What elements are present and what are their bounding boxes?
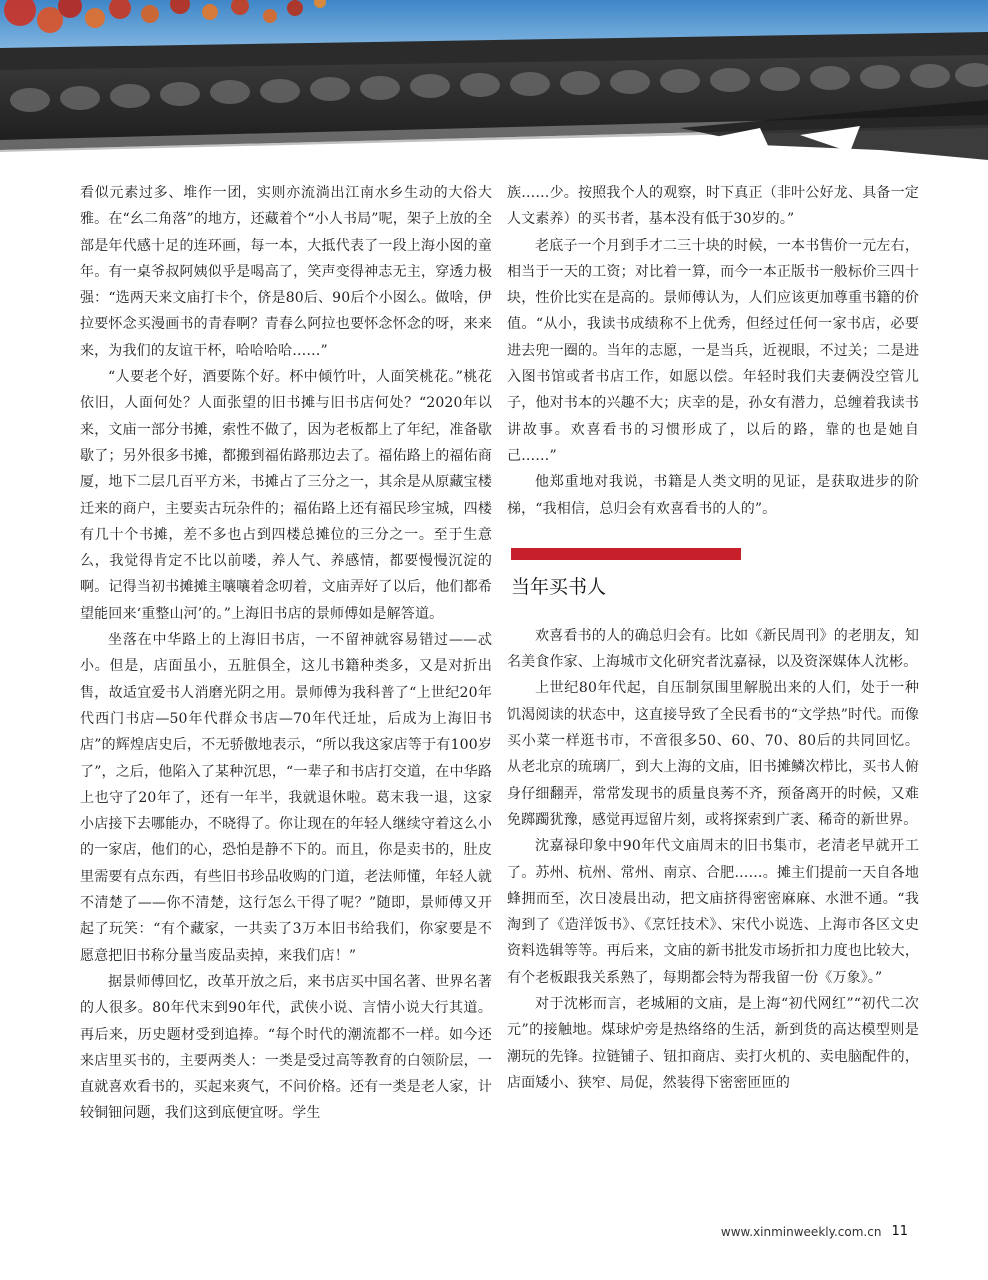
right-column [507, 180, 919, 1096]
header-photo [0, 0, 988, 175]
right-column-bottom [507, 623, 919, 1096]
paragraph: 老底子一个月到手才二三十块的时候，一本书售价一元左右，相当于一天的工资；对比着一算，而今一本正版书一般标价三四十块，性价比实在是高的。景师傅认为，人们应该更加尊重书籍的价值。“从小，我读书成绩称不上优秀，但经过任何一家书店，必要进去兜一圈的。当年的志愿，一是当兵，近视眼，不过关；二是进入图书馆或者书店工作，如愿以偿。年轻时我们夫妻俩没空管儿子，他对书本的兴趣不大；庆幸的是，孙女有潜力，总缠着我读书讲故事。欢喜看书的习惯形成了，以后的路，靠的也是她自己……” [507, 237, 919, 464]
paragraph: 他郑重地对我说，书籍是人类文明的见证，是获取进步的阶梯，“我相信，总归会有欢喜看书的人的”。 [507, 474, 919, 517]
paragraph: “人要老个好，酒要陈个好。杯中倾竹叶，人面笑桃花。”桃花依旧，人面何处？人面张望的旧书摊与旧书店何处？“2020年以来，文庙一部分书摊，索性不做了，因为老板都上了年纪，准备歇歇了；另外很多书摊，都搬到福佑路那边去了。福佑路上的福佑商厦，地下二层几百平方米，书摊占了三分之一，其余是从原藏宝楼迁来的商户，主要卖古玩杂件的；福佑路上还有福民珍宝城，四楼有几十个书摊，差不多也占到四楼总摊位的三分之一。至于生意么，我觉得肯定不比以前喽，养人气、养感情，都要慢慢沉淀的啊。记得当初书摊摊主嚷嚷着念叨着，文庙弄好了以后，他们都希望能回来‘重整山河’的。”上海旧书店的景师傅如是解答道。 [80, 369, 492, 622]
footer-url: www.xinminweekly.com.cn [720, 1224, 882, 1239]
paragraph: 对于沈彬而言，老城厢的文庙，是上海“初代网红”“初代二次元”的接触地。煤球炉旁是热络络的生活，新到货的高达模型则是潮玩的先锋。拉链铺子、钮扣商店、卖打火机的、卖电脑配件的，店面矮小、狭窄、局促，然装得下密密匝匝的 [507, 996, 919, 1091]
paragraph: 看似元素过多、堆作一团，实则亦流淌出江南水乡生动的大俗大雅。在“幺二角落”的地方，还藏着个“小人书局”呢，架子上放的全部是年代感十足的连环画，每一本，大抵代表了一段上海小囡的童年。有一桌爷叔阿姨似乎是喝高了，笑声变得神志无主，穿透力极强：“选两天来文庙打卡个，侪是80后、90后个小囡么。做啥，伊拉要怀念买漫画书的青春啊？青春么阿拉也要怀念怀念的呀，来来来，为我们的友谊干杯，哈哈哈哈……” [80, 185, 492, 359]
page-number: 11 [891, 1224, 908, 1239]
section-marker-bar [511, 548, 741, 560]
paragraph: 上世纪80年代起，自压制氛围里解脱出来的人们，处于一种饥渴阅读的状态中，这直接导致了全民看书的“文学热”时代。而像买小菜一样逛书市，不啻很多50、60、70、80后的共同回忆。从老北京的琉璃厂，到大上海的文庙，旧书摊鳞次栉比，买书人俯身仔细翻弄，常常发现书的质量良莠不齐，预备离开的时候，又难免踯躅犹豫，感觉再逗留片刻，或将探索到广袤、稀奇的新世界。 [507, 680, 919, 828]
paragraph: 欢喜看书的人的确总归会有。比如《新民周刊》的老朋友，知名美食作家、上海城市文化研究者沈嘉禄，以及资深媒体人沈彬。 [507, 627, 919, 671]
paragraph: 沈嘉禄印象中90年代文庙周末的旧书集市，老清老早就开工了。苏州、杭州、常州、南京、合肥……。摊主们提前一天自各地蜂拥而至，次日凌晨出动，把文庙挤得密密麻麻、水泄不通。“我淘到了《造洋饭书》、《烹饪技术》、宋代小说选、上海市各区文史资料选辑等等。再后来，文庙的新书批发市场折扣力度也比较大，有个老板跟我关系熟了，每期都会特为帮我留一份《万象》。” [507, 838, 919, 986]
right-column-top [507, 180, 919, 522]
section-title: 当年买书人 [511, 575, 607, 598]
paragraph: 据景师傅回忆，改革开放之后，来书店买中国名著、世界名著的人很多。80年代末到90年代，武侠小说、言情小说大行其道。再后来，历史题材受到追捧。“每个时代的潮流都不一样。如今还来店里买书的，主要两类人：一类是受过高等教育的白领阶层，一直就喜欢看书的，买起来爽气，不问价格。还有一类是老人家，计较铜钿问题，我们这到底便宜呀。学生 [80, 973, 492, 1122]
left-column [80, 180, 492, 1127]
paragraph: 族……少。按照我个人的观察，时下真正（非叶公好龙、具备一定人文素养）的买书者，基本没有低于30岁的。” [507, 185, 919, 228]
page-footer [721, 1224, 908, 1239]
tiled-wall-illustration [0, 0, 988, 175]
paragraph: 坐落在中华路上的上海旧书店，一不留神就容易错过——忒小。但是，店面虽小，五脏俱全，这儿书籍种类多，又是对折出售，故适宜爱书人消磨光阴之用。景师傅为我科普了“上世纪20年代西门书店—50年代群众书店—70年代迁址，后成为上海旧书店”的辉煌店史后，不无骄傲地表示，“所以我这家店等于有100岁了”，之后，他陷入了某种沉思，“一辈子和书店打交道，在中华路上也守了20年了，还有一年半，我就退休啦。葛末我一退，这家小店接下去哪能办，不晓得了。你让现在的年轻人继续守着这么小的一家店，他们的心，恐怕是静不下的。而且，你是卖书的，肚皮里需要有点东西，有些旧书珍品收购的门道，老法师懂，年轻人就不清楚了——你不清楚，这行怎么干得了呢？”随即，景师傅又开起了玩笑：“有个藏家，一共卖了3万本旧书给我们，你家要是不愿意把旧书称分量当废品卖掉，来我们店！” [80, 632, 492, 964]
